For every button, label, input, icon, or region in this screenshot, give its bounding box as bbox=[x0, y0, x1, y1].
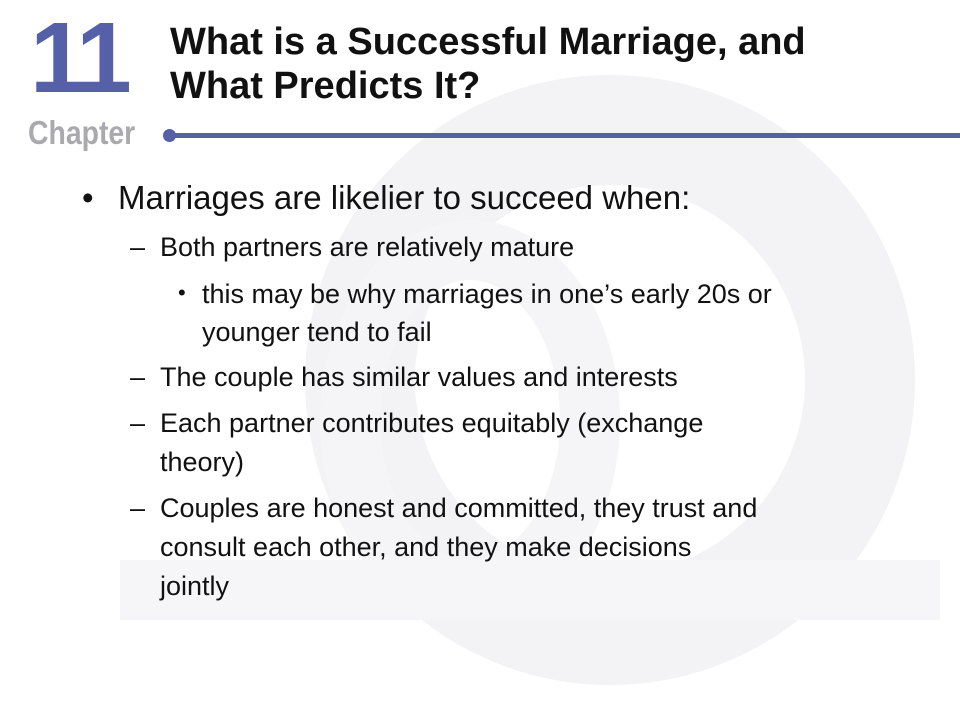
sub-sub-bullet-line: younger tend to fail bbox=[202, 317, 432, 347]
bullet-main-text: Marriages are likelier to succeed when: bbox=[118, 179, 691, 216]
sub-bullet-line: theory) bbox=[160, 447, 245, 477]
sub-bullet-text bbox=[160, 228, 880, 267]
sub-bullet-line: jointly bbox=[160, 571, 230, 601]
dash-marker: – bbox=[130, 362, 146, 392]
sub-bullet-line: Couples are honest and committed, they trust and bbox=[160, 493, 758, 523]
sub-bullet-line: The couple has similar values and interests bbox=[160, 362, 678, 392]
sub-bullet-line: consult each other, and they make decisions bbox=[160, 532, 692, 562]
sub-sub-bullet-line: this may be why marriages in one’s early 20s or bbox=[202, 279, 772, 309]
dash-marker: – bbox=[130, 493, 146, 523]
chapter-number: 11 bbox=[30, 2, 128, 114]
sub-bullet-text bbox=[160, 358, 880, 397]
title-line-2: What Predicts It? bbox=[170, 65, 481, 107]
bullet-marker: • bbox=[178, 280, 186, 305]
page-title bbox=[170, 20, 940, 108]
title-rule bbox=[172, 133, 960, 138]
dash-marker: – bbox=[130, 232, 146, 262]
title-line-1: What is a Successful Marriage, and bbox=[170, 21, 806, 63]
sub-sub-bullet-text bbox=[202, 275, 892, 351]
sub-bullet-line: Each partner contributes equitably (exchange bbox=[160, 408, 704, 438]
sub-bullet-text bbox=[160, 404, 880, 482]
dash-marker: – bbox=[130, 408, 146, 438]
chapter-label: Chapter bbox=[28, 114, 136, 151]
bullet-marker: • bbox=[82, 179, 94, 216]
sub-bullet-line: Both partners are relatively mature bbox=[160, 232, 575, 262]
sub-bullet-text bbox=[160, 489, 880, 606]
